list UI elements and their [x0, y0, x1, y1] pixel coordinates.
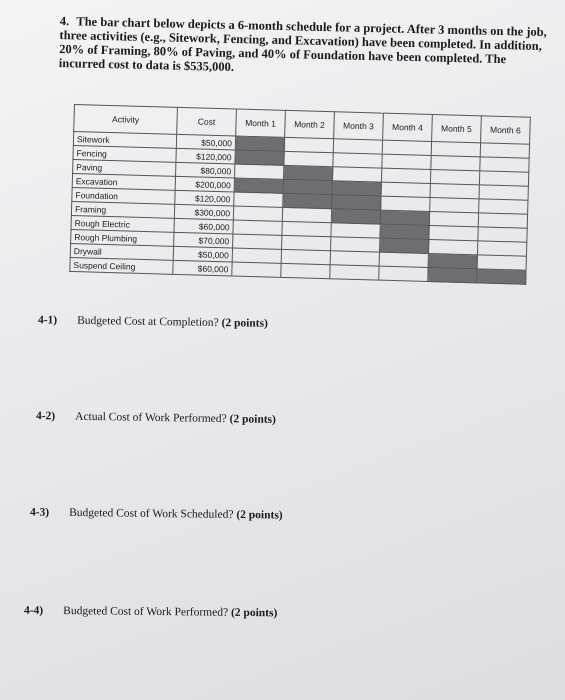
activity-cell: Sitework [73, 132, 176, 149]
month-cell [477, 241, 526, 256]
header-activity: Activity [74, 105, 178, 135]
problem-statement [59, 14, 550, 81]
activity-cell: Suspend Ceiling [70, 257, 173, 274]
question-points: (2 points) [229, 413, 276, 426]
month-cell [382, 154, 431, 169]
month-cell [233, 234, 282, 249]
schedule-bar-cell [332, 195, 381, 210]
schedule-bar-chart-table [69, 104, 531, 285]
month-cell [284, 151, 333, 166]
schedule-bar-cell [234, 178, 283, 193]
month-cell [232, 262, 281, 277]
cost-cell: $200,000 [175, 176, 234, 192]
question-4-4 [24, 605, 277, 620]
question-text: Budgeted Cost of Work Scheduled? [69, 506, 234, 521]
question-points: (2 points) [236, 508, 283, 522]
month-cell [379, 252, 428, 267]
schedule-bar-cell [428, 253, 477, 268]
month-cell [281, 263, 330, 278]
cost-cell: $70,000 [174, 232, 233, 248]
month-cell [232, 248, 281, 263]
month-cell [429, 225, 478, 240]
cost-cell: $120,000 [176, 148, 235, 164]
question-number: 4-1) [37, 314, 58, 327]
month-cell [284, 137, 333, 152]
month-cell [479, 171, 528, 186]
month-cell [381, 168, 430, 183]
month-cell [381, 182, 430, 197]
cost-cell: $50,000 [176, 134, 235, 150]
schedule-bar-cell [235, 136, 284, 151]
header-cost: Cost [177, 107, 237, 136]
month-cell [330, 251, 379, 266]
month-cell [281, 249, 330, 264]
schedule-bar-cell [283, 179, 332, 194]
cost-cell: $50,000 [173, 246, 232, 262]
month-cell [331, 237, 380, 252]
month-cell [234, 192, 283, 207]
activity-cell: Fencing [73, 145, 176, 162]
month-cell [479, 185, 528, 200]
month-cell [331, 223, 380, 238]
activity-cell: Rough Plumbing [71, 229, 174, 246]
cost-cell: $120,000 [175, 190, 234, 206]
question-number: 4-4) [23, 604, 44, 617]
schedule-bar-cell [477, 269, 526, 284]
schedule-bar-cell [332, 181, 381, 196]
month-cell [282, 221, 331, 236]
month-cell [282, 235, 331, 250]
schedule-bar-cell [380, 210, 429, 225]
month-cell [332, 167, 381, 182]
header-month-5: Month 5 [432, 115, 482, 143]
activity-cell: Excavation [72, 173, 175, 190]
question-text: Actual Cost of Work Performed? [75, 410, 227, 426]
schedule-bar-cell [283, 165, 332, 180]
month-cell [480, 157, 529, 172]
header-month-6: Month 6 [481, 116, 531, 144]
cost-cell: $80,000 [176, 162, 235, 178]
activity-cell: Rough Electric [71, 215, 174, 232]
month-cell [429, 211, 478, 226]
question-4-1 [38, 314, 268, 330]
activity-cell: Drywall [70, 243, 173, 260]
question-4-2 [36, 410, 276, 426]
table-body [70, 132, 530, 285]
month-cell [430, 197, 479, 212]
month-cell [478, 213, 527, 228]
month-cell [477, 255, 526, 270]
month-cell [233, 220, 282, 235]
month-cell [431, 155, 480, 170]
header-month-3: Month 3 [334, 112, 384, 140]
schedule-bar-cell [235, 150, 284, 165]
header-month-2: Month 2 [285, 110, 335, 138]
month-cell [330, 265, 379, 280]
schedule-bar-cell [379, 238, 428, 253]
month-cell [479, 199, 528, 214]
activity-cell: Framing [71, 201, 174, 218]
header-month-4: Month 4 [383, 113, 433, 141]
month-cell [381, 196, 430, 211]
month-cell [430, 183, 479, 198]
month-cell [379, 266, 428, 281]
question-number: 4-3) [29, 506, 50, 519]
activity-cell: Foundation [72, 187, 175, 204]
schedule-bar-cell [331, 209, 380, 224]
question-text: Budgeted Cost at Completion? [77, 314, 219, 330]
question-text: Budgeted Cost of Work Performed? [63, 605, 229, 619]
cost-cell: $300,000 [174, 204, 233, 220]
month-cell [480, 143, 529, 158]
problem-text: The bar chart below depicts a 6-month schedule for a project. After 3 months on the job, three activities (e.g., Sitework, Fencing, and Excavation) have been completed. In addition, 20% of Framing, 80% of Paving, and 40% of Foundation have been completed. The incurred cost to data is $535,000. [58, 14, 547, 74]
month-cell [478, 227, 527, 242]
schedule-table-container [69, 104, 531, 285]
schedule-bar-cell [428, 267, 477, 282]
question-points: (2 points) [230, 606, 278, 620]
month-cell [431, 141, 480, 156]
month-cell [428, 239, 477, 254]
month-cell [430, 169, 479, 184]
question-points: (2 points) [221, 317, 268, 330]
schedule-bar-cell [380, 224, 429, 239]
cost-cell: $60,000 [173, 260, 232, 276]
question-4-3 [30, 506, 283, 521]
schedule-bar-cell [283, 193, 332, 208]
month-cell [233, 206, 282, 221]
month-cell [234, 164, 283, 179]
month-cell [382, 140, 431, 155]
question-number: 4-2) [35, 410, 56, 423]
problem-number: 4. [59, 14, 70, 29]
month-cell [333, 153, 382, 168]
cost-cell: $60,000 [174, 218, 233, 234]
month-cell [282, 207, 331, 222]
header-month-1: Month 1 [236, 109, 286, 137]
month-cell [333, 139, 382, 154]
activity-cell: Paving [73, 159, 176, 176]
